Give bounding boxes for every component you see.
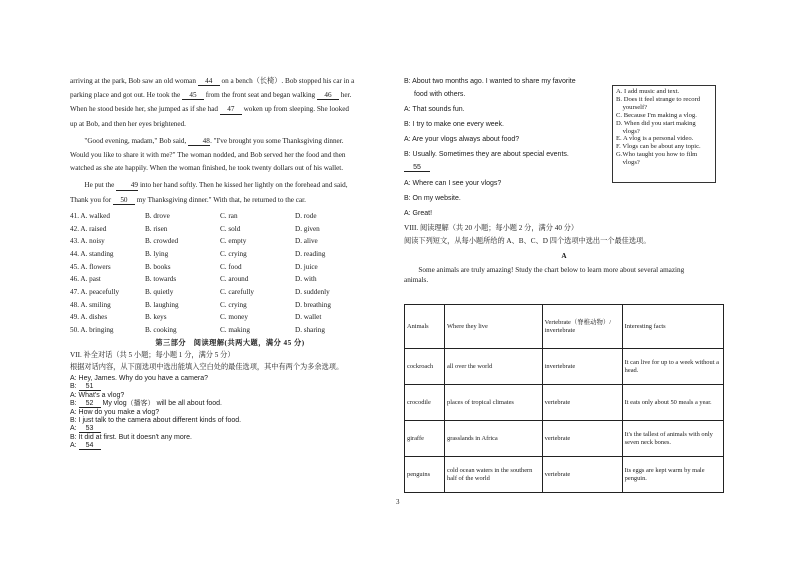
passage-line	[70, 78, 390, 86]
option-choice: D. with	[295, 275, 317, 284]
table-row	[405, 385, 724, 421]
dialogue-line: A: How do you make a vlog?	[70, 409, 160, 417]
option-choice: 42. A. raised	[70, 224, 107, 233]
text: He put the	[84, 181, 117, 190]
dialogue-line	[70, 425, 390, 433]
option-choice: C. sold	[220, 224, 241, 233]
table-header-cell: Vertebrate（脊椎动物）/ invertebrate	[542, 305, 622, 349]
blank-50: 50	[113, 197, 135, 205]
blank-54: 54	[79, 442, 101, 450]
option-choice: C. crying	[220, 300, 247, 309]
option-choice: B. risen	[145, 224, 168, 233]
passage-line	[70, 182, 390, 190]
table-cell: all over the world	[445, 349, 543, 385]
table-cell: vertebrate	[542, 385, 622, 421]
table-cell: crocodile	[405, 385, 445, 421]
table-header-row	[405, 305, 724, 349]
passage-line: Would you like to share it with me?" The woman nodded, and Bob served her the food and then	[70, 151, 346, 160]
option-choice: D. wallet	[295, 313, 322, 322]
text: My vlog（播客） will be all about food.	[100, 400, 222, 408]
option-row	[70, 302, 390, 309]
option-item: D. When did you start making	[616, 119, 696, 127]
dialogue-line: food with others.	[414, 91, 466, 98]
option-choice: B. books	[145, 262, 171, 271]
passage-line	[70, 197, 390, 205]
option-choice: B. lying	[145, 249, 169, 258]
option-choice: B. cooking	[145, 326, 177, 335]
dialogue-line: B: It did at first. But it doesn't any more.	[70, 434, 192, 442]
option-choice: C. around	[220, 275, 249, 284]
option-row	[70, 213, 390, 220]
right-column	[404, 78, 784, 284]
option-item: A. I add music and text.	[616, 88, 680, 95]
option-item: vlogs?	[616, 159, 640, 167]
table-cell: grasslands in Africa	[445, 421, 543, 457]
section-viii-instruction: 阅读下列短文，从每小题所给的 A、B、C、D 四个选项中选出一个最佳选项。	[404, 237, 651, 246]
option-choice: D. given	[295, 224, 320, 233]
passage-line: up at Bob, and then her eyes brightened.	[70, 119, 186, 128]
passage-intro: Some animals are truly amazing! Study the chart below to learn more about several amazing	[418, 265, 685, 274]
table-cell: penguins	[405, 457, 445, 493]
option-choice: 49. A. dishes	[70, 313, 108, 322]
dialogue-line: B: On my website.	[404, 195, 461, 202]
passage-line	[70, 92, 390, 100]
option-choice: D. breathing	[295, 300, 331, 309]
option-row	[70, 314, 390, 321]
text: A:	[70, 442, 79, 450]
part-three-heading: 第三部分 阅读理解(共两大题，满分 45 分)	[155, 338, 305, 347]
text: parking place and got out. He took the	[70, 91, 182, 100]
text: A:	[70, 425, 79, 433]
table-header-cell: Where they live	[445, 305, 543, 349]
option-item: vlogs?	[616, 127, 640, 135]
blank-46: 46	[317, 92, 339, 100]
dialogue-line: B: Usually. Sometimes they are about special events.	[404, 151, 569, 158]
table-cell: vertebrate	[542, 421, 622, 457]
dialogue-line: B: I just talk to the camera about different kinds of food.	[70, 417, 242, 425]
animals-table	[404, 304, 724, 493]
dialogue	[70, 375, 390, 450]
section-vii-instruction: 根据对话内容，从下面选项中选出能填入空白处的最佳选项，其中有两个为多余选项。	[70, 363, 344, 372]
dialogue-line: A: Where can I see your vlogs?	[404, 180, 502, 187]
table-cell: vertebrate	[542, 457, 622, 493]
dialogue-line: A: What's a vlog?	[70, 392, 125, 400]
table-cell: giraffe	[405, 421, 445, 457]
text: on a bench（长椅）. Bob stopped his car in a	[219, 77, 355, 85]
table-header-cell: Animals	[405, 305, 445, 349]
text: B:	[70, 383, 79, 391]
table-cell: invertebrate	[542, 349, 622, 385]
text: woken up from sleeping. She looked	[241, 105, 350, 114]
option-row	[70, 226, 390, 233]
blank-47: 47	[220, 106, 242, 114]
option-choice: 46. A. past	[70, 275, 101, 284]
page-number: 3	[396, 498, 400, 506]
text: . "I've brought you some Thanksgiving dinner.	[210, 136, 344, 145]
option-choice: D. alive	[295, 237, 318, 246]
option-choice: B. quietly	[145, 288, 174, 297]
option-choice: 50. A. bringing	[70, 326, 114, 335]
dialogue-line	[70, 400, 390, 408]
left-column	[70, 78, 390, 450]
table-row	[405, 421, 724, 457]
dialogue-line: A: That sounds fun.	[404, 106, 465, 113]
option-item: F. Vlogs can be about any topic.	[616, 143, 701, 151]
option-choice: C. making	[220, 326, 250, 335]
text: arriving at the park, Bob saw an old woman	[70, 77, 198, 85]
text: from the front seat and began walking	[203, 91, 317, 100]
option-choice: C. ran	[220, 211, 238, 220]
option-choice: C. carefully	[220, 288, 254, 297]
table-cell: It eats only about 50 meals a year.	[622, 385, 723, 421]
dialogue-continued	[404, 78, 604, 217]
dialogue-line: B: About two months ago. I wanted to share my favorite	[404, 78, 576, 85]
blank-45: 45	[182, 92, 204, 100]
table-cell: places of tropical climates	[445, 385, 543, 421]
option-choice: D. sharing	[295, 326, 325, 335]
option-choice: C. crying	[220, 249, 247, 258]
option-item: E. A vlog is a personal video.	[616, 135, 694, 143]
passage-a-label: A	[561, 252, 567, 261]
option-choice: B. keys	[145, 313, 167, 322]
option-choice: B. towards	[145, 275, 177, 284]
option-choice: 45. A. flowers	[70, 262, 111, 271]
option-row	[70, 264, 390, 271]
option-choice: 47. A. peacefully	[70, 288, 120, 297]
option-item: G.Who taught you how to film	[616, 151, 698, 159]
option-choice: C. food	[220, 262, 242, 271]
option-choice: 41. A. walked	[70, 211, 110, 220]
option-choice: 44. A. standing	[70, 249, 114, 258]
table-header-cell: Interesting facts	[622, 305, 723, 349]
blank-49: 49	[116, 182, 138, 190]
options-list	[70, 213, 390, 335]
text: When he stood beside her, she jumped as if she had	[70, 105, 220, 114]
dialogue-options-box	[612, 85, 716, 183]
passage-intro: animals.	[404, 275, 429, 284]
dialogue-line: A: Great!	[404, 210, 433, 217]
table-cell: cockroach	[405, 349, 445, 385]
blank-52: 52	[79, 400, 101, 408]
option-choice: C. empty	[220, 237, 247, 246]
option-choice: D. suddenly	[295, 288, 330, 297]
table-cell: It can live for up to a week without a head.	[622, 349, 723, 385]
table-cell: Its eggs are kept warm by male penguin.	[622, 457, 723, 493]
option-item: C. Because I'm making a vlog.	[616, 111, 697, 119]
table-cell: cold ocean waters in the southern half of the world	[445, 457, 543, 493]
blank-55: 55	[404, 164, 430, 172]
dialogue-line: A: Hey, James. Why do you have a camera?	[70, 375, 208, 383]
option-choice: D. rode	[295, 211, 317, 220]
blank-48: 48	[188, 138, 210, 146]
passage-line: watched as she ate happily. When the woman finished, he took twenty dollars out of his wallet.	[70, 164, 344, 173]
table-row	[405, 349, 724, 385]
text: my Thanksgiving dinner." With that, he returned to the car.	[134, 195, 306, 204]
option-choice: 43. A. noisy	[70, 237, 105, 246]
dialogue-line: A: Are your vlogs always about food?	[404, 136, 520, 143]
option-choice: 48. A. smiling	[70, 300, 111, 309]
option-choice: B. drove	[145, 211, 170, 220]
option-row	[70, 289, 390, 296]
table-cell: It's the tallest of animals with only seven neck bones.	[622, 421, 723, 457]
option-choice: C. money	[220, 313, 248, 322]
text: B:	[70, 400, 79, 408]
dialogue-line	[70, 442, 390, 450]
dialogue-line: B: I try to make one every week.	[404, 121, 504, 128]
blank-44: 44	[198, 78, 220, 86]
option-row	[70, 276, 390, 283]
passage-line	[70, 138, 390, 146]
section-vii-title: VII. 补全对话（共 5 小题；每小题 1 分，满分 5 分）	[70, 351, 235, 360]
dialogue-line	[70, 383, 390, 391]
option-row	[70, 238, 390, 245]
table-row	[405, 457, 724, 493]
option-choice: D. juice	[295, 262, 318, 271]
text: Thank you for	[70, 195, 113, 204]
section-viii-title: VIII. 阅读理解（共 20 小题；每小题 2 分，满分 40 分）	[404, 224, 579, 232]
option-item: B. Does it feel strange to record	[616, 95, 701, 103]
blank-51: 51	[79, 383, 101, 391]
blank-53: 53	[79, 425, 101, 433]
option-row	[70, 251, 390, 258]
text: into her hand softly. Then he kissed her lightly on the forehead and said,	[138, 181, 348, 190]
text: "Good evening, madam," Bob said,	[84, 136, 189, 145]
option-choice: B. crowded	[145, 237, 179, 246]
passage-line	[70, 106, 390, 114]
option-row	[70, 327, 390, 334]
option-choice: D. reading	[295, 249, 326, 258]
text: her.	[338, 91, 352, 100]
option-choice: B. laughing	[145, 300, 179, 309]
option-item: yourself?	[616, 103, 648, 111]
